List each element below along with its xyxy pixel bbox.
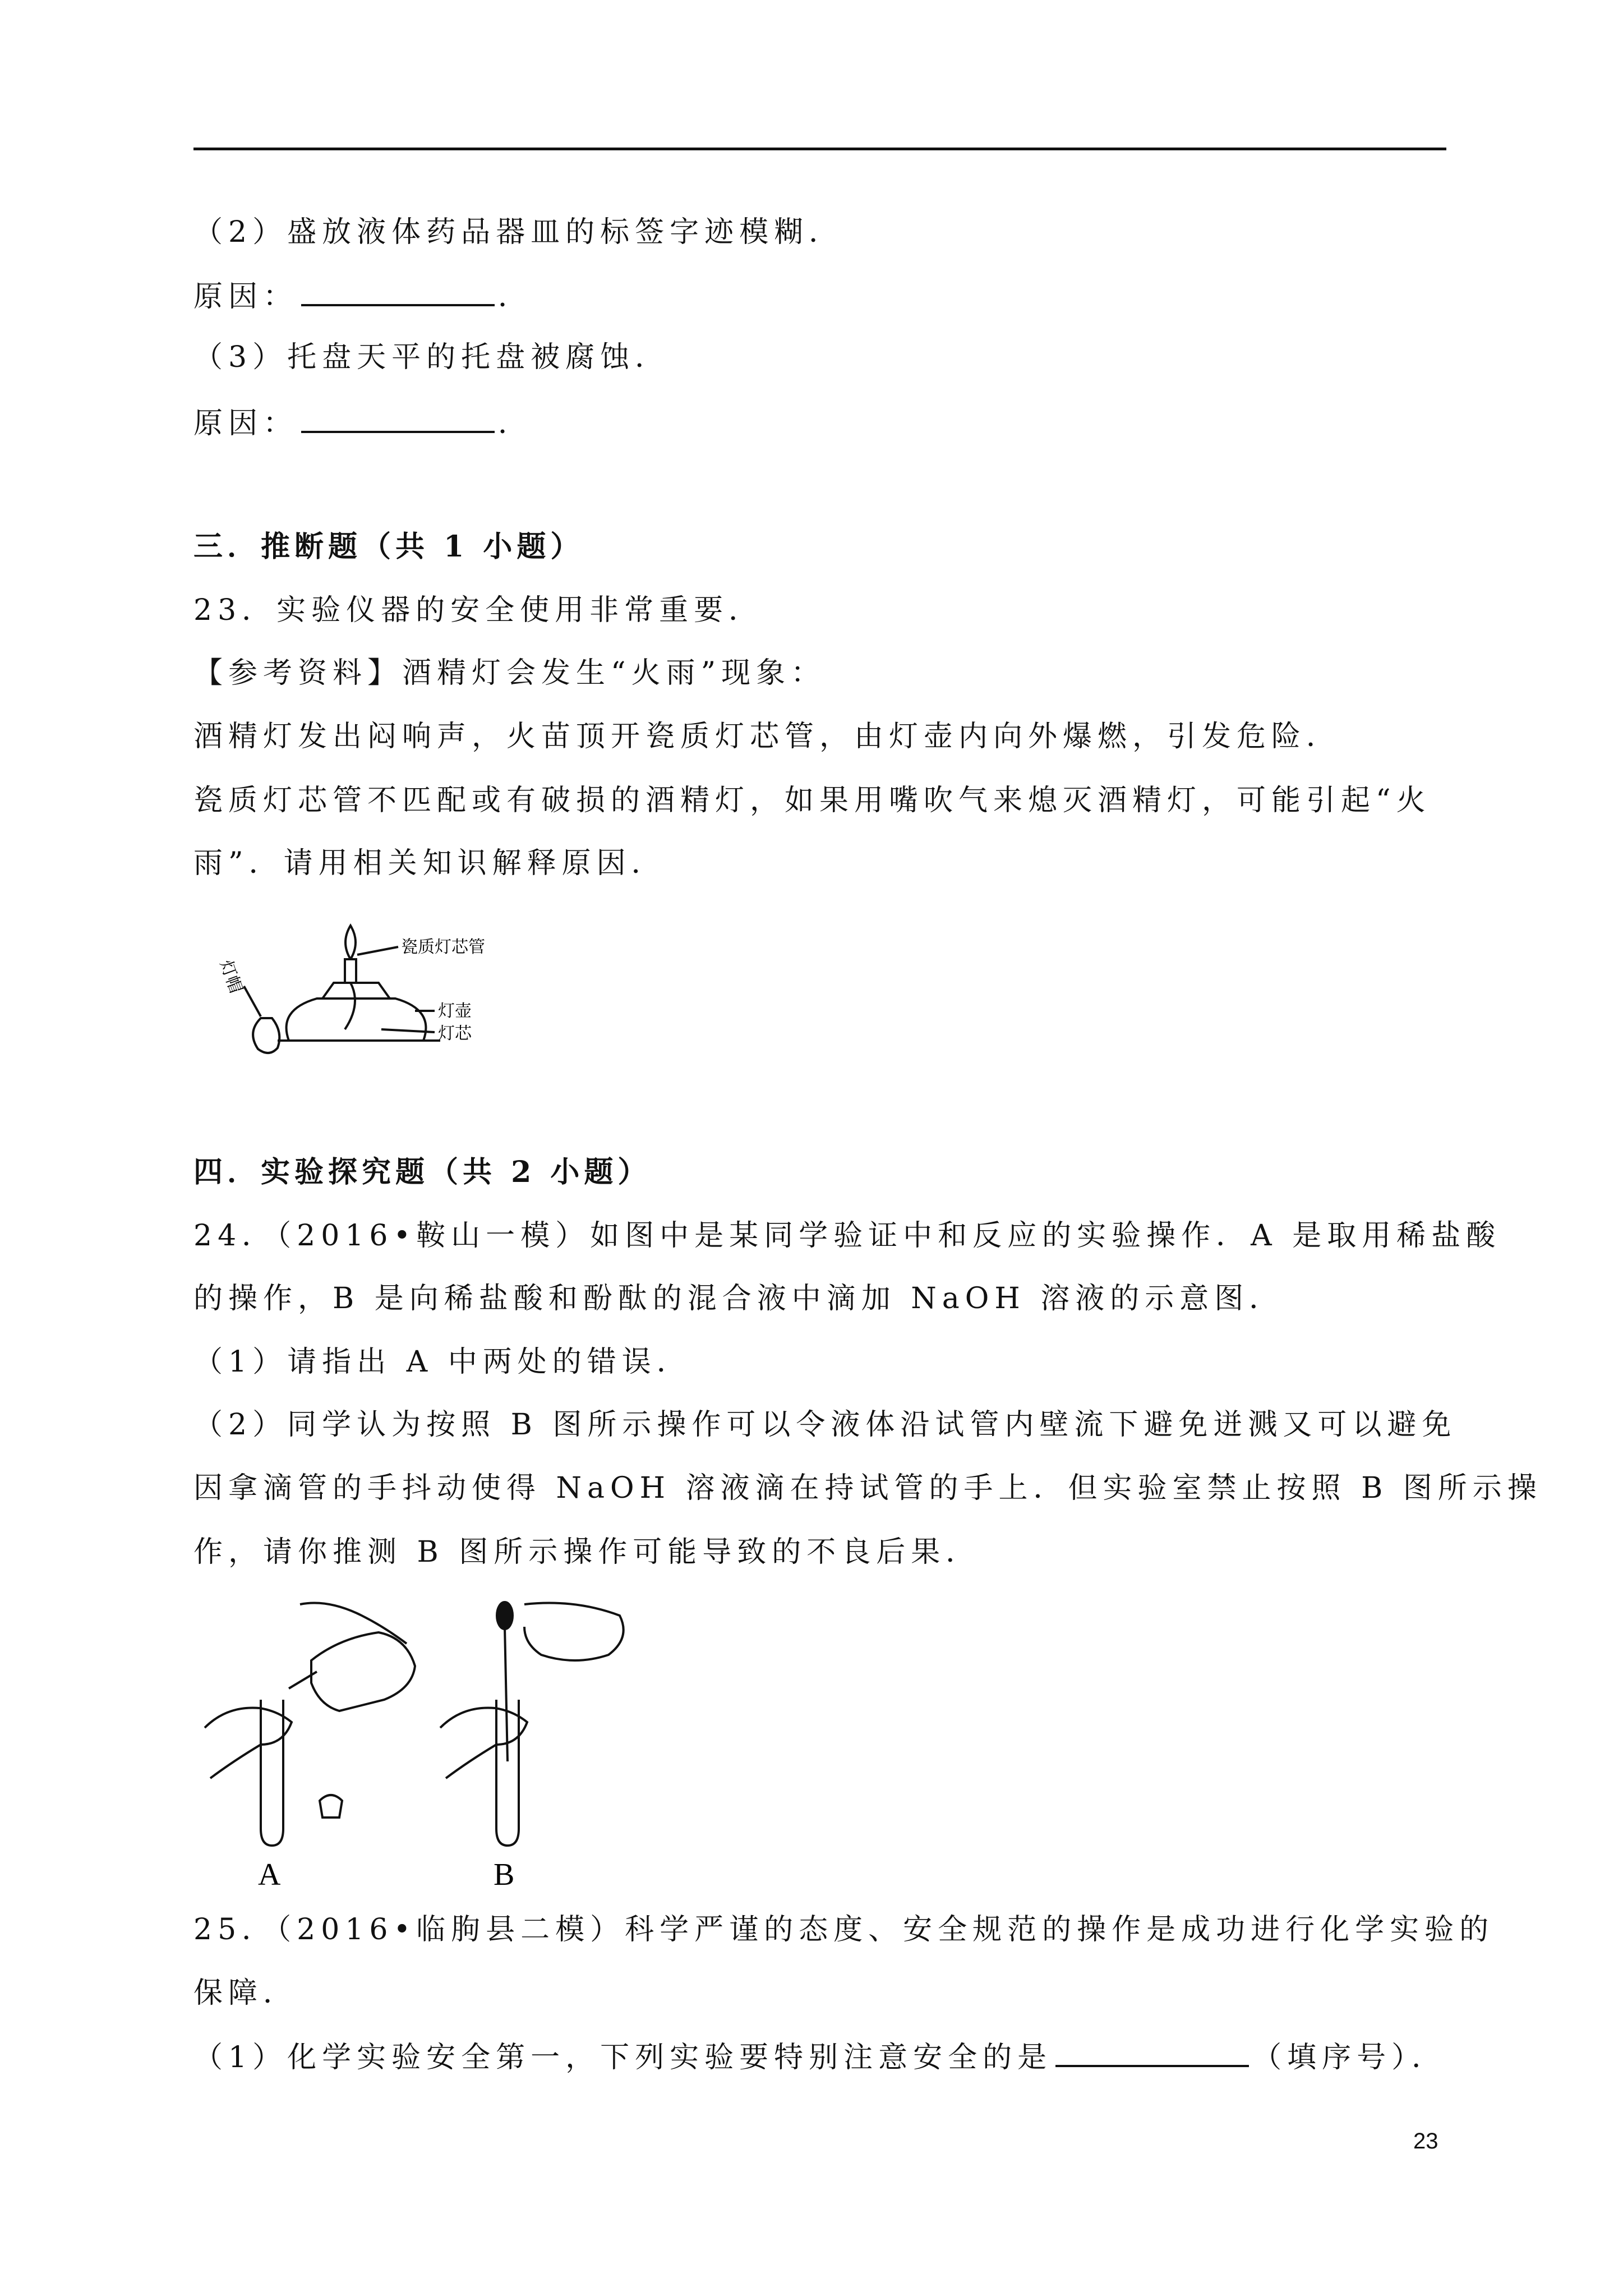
answer-blank[interactable]	[301, 277, 495, 306]
q24-part-1: （1）请指出 A 中两处的错误．	[193, 1345, 691, 1379]
q23-text-1: 酒精灯发出闷响声，火苗顶开瓷质灯芯管，由灯壶内向外爆燃，引发危险．	[193, 720, 1341, 753]
test-tube-a	[261, 1700, 283, 1846]
dropper	[505, 1627, 508, 1761]
bottle-stopper	[320, 1795, 342, 1818]
answer-blank[interactable]	[1055, 2038, 1249, 2067]
flame-shape	[345, 926, 356, 959]
header-rule	[193, 148, 1446, 150]
q23-text-3: 雨”．请用相关知识解释原因．	[193, 846, 666, 880]
label-lamp-cap: 灯帽	[215, 957, 246, 996]
label-wick: 灯芯	[438, 1024, 472, 1043]
label-lamp-pot: 灯壶	[438, 1001, 472, 1021]
q24-stem-2: 的操作，B 是向稀盐酸和酚酞的混合液中滴加 NaOH 溶液的示意图．	[193, 1282, 1284, 1315]
q24-part-2-line-2: 因拿滴管的手抖动使得 NaOH 溶液滴在持试管的手上．但实验室禁止按照 B 图所示操	[193, 1471, 1542, 1505]
q25-stem-1: 25．（2016•临朐县二模）科学严谨的态度、安全规范的操作是成功进行化学实验的	[193, 1913, 1495, 1947]
q25-stem-2: 保障．	[193, 1976, 298, 2010]
figure-b	[440, 1602, 624, 1846]
q22-item2: （2）盛放液体药品器皿的标签字迹模糊．	[193, 215, 844, 249]
q25-part-1: （1）化学实验安全第一，下列实验要特别注意安全的是 （填序号）．	[193, 2038, 1446, 2076]
figure-a	[205, 1603, 415, 1846]
label-wick-tube: 瓷质灯芯管	[401, 937, 485, 957]
q22-reason2: 原因： ．	[193, 277, 533, 315]
section-3-heading: 三．推断题（共 1 小题）	[193, 530, 584, 564]
q22-reason3: 原因： ．	[193, 404, 533, 441]
lamp-cap-shape	[253, 1018, 279, 1053]
label-b: B	[494, 1857, 515, 1892]
neutralization-figure	[193, 1593, 642, 1896]
q24-stem-1: 24．（2016•鞍山一模）如图中是某同学验证中和反应的实验操作．A 是取用稀盐酸	[193, 1219, 1501, 1253]
section-4-heading: 四．实验探究题（共 2 小题）	[193, 1155, 652, 1189]
answer-blank[interactable]	[301, 404, 495, 433]
q23-reference: 【参考资料】酒精灯会发生“火雨”现象：	[193, 656, 826, 690]
dropper-bulb	[497, 1602, 513, 1629]
dropper-hand	[524, 1603, 624, 1661]
q23-stem: 23．实验仪器的安全使用非常重要．	[193, 593, 764, 627]
reagent-bottle	[311, 1632, 415, 1711]
hand-a	[205, 1708, 292, 1778]
reason-label: 原因：	[193, 280, 298, 314]
lamp-pot-shape	[287, 999, 426, 1041]
page-number: 23	[1413, 2129, 1438, 2154]
reason-label: 原因：	[193, 407, 298, 440]
hand-b	[440, 1708, 527, 1778]
q22-item3: （3）托盘天平的托盘被腐蚀．	[193, 341, 670, 374]
wick-tube-shape	[345, 959, 356, 983]
q24-part-2-line-3: 作，请你推测 B 图所示操作可能导致的不良后果．	[193, 1535, 981, 1569]
alcohol-lamp-figure	[193, 920, 508, 1066]
q24-part-2-line-1: （2）同学认为按照 B 图所示操作可以令液体沿试管内壁流下避免迸溅又可以避免	[193, 1408, 1457, 1442]
q23-text-2: 瓷质灯芯管不匹配或有破损的酒精灯，如果用嘴吹气来熄灭酒精灯，可能引起“火	[193, 784, 1431, 817]
label-a: A	[258, 1857, 281, 1892]
